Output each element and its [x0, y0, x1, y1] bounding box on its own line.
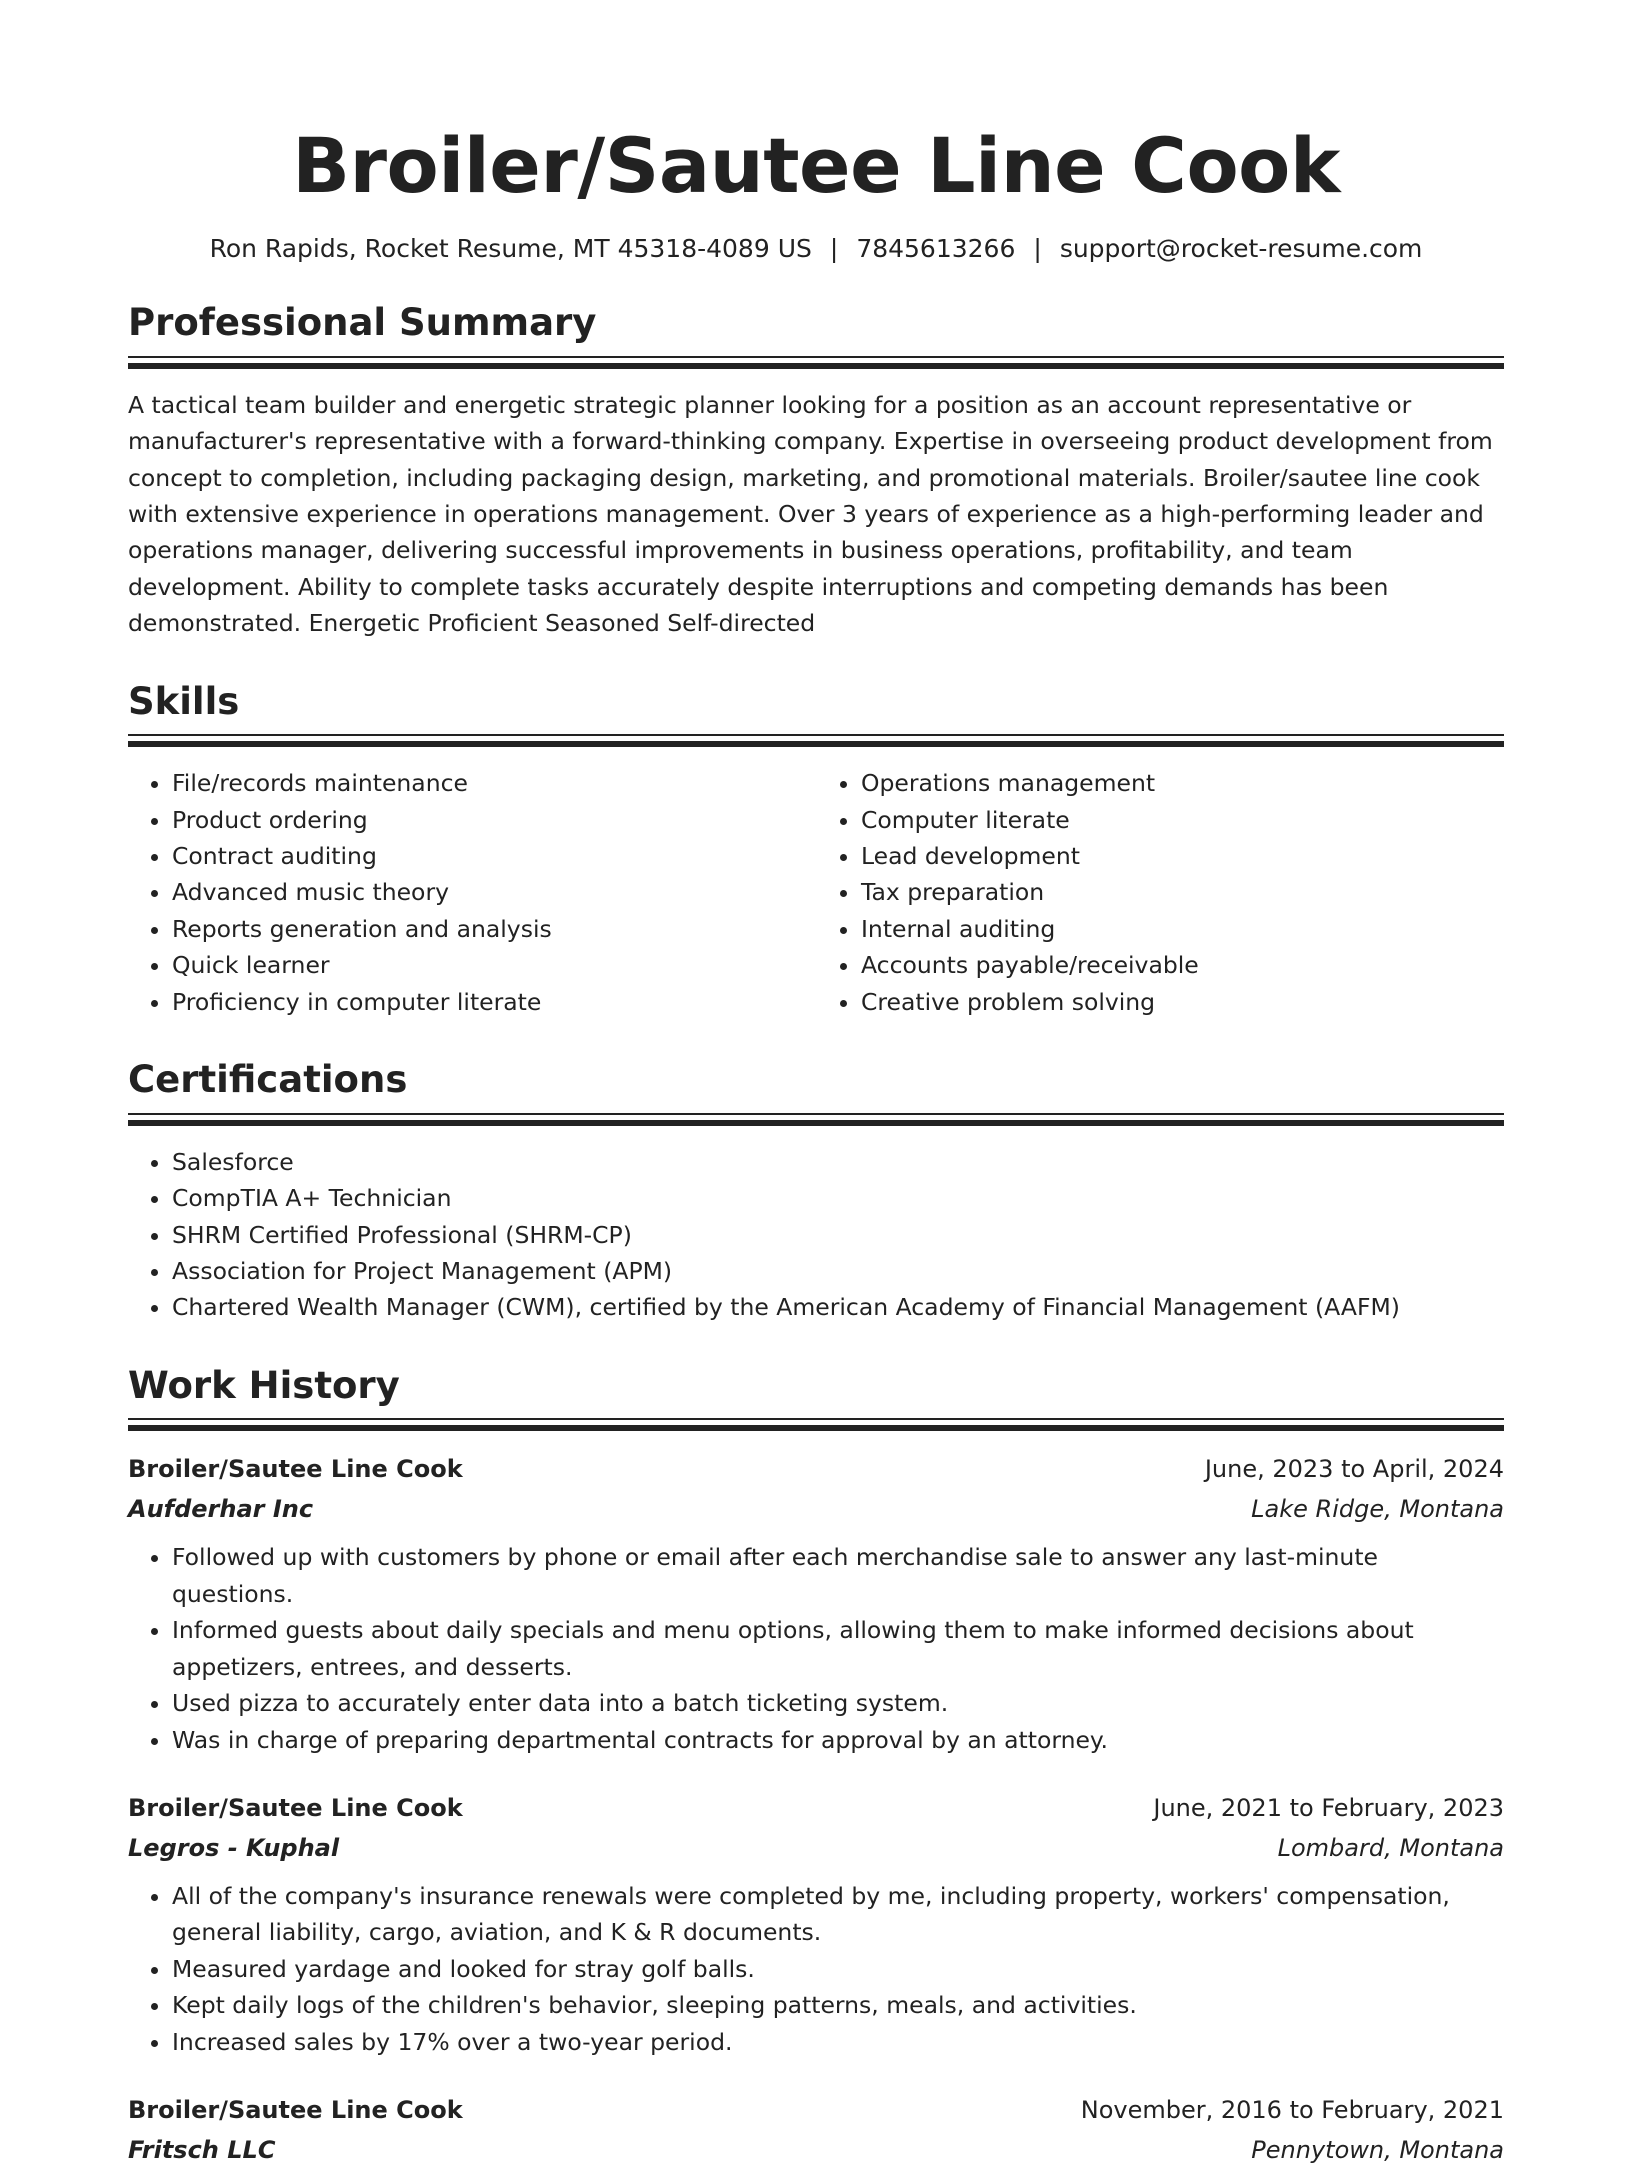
- skill-item: • Accounts payable/receivable: [861, 947, 1504, 983]
- section-title: Certifications: [128, 1058, 408, 1102]
- job-bullet: • Was in charge of preparing departmental contracts for approval by an attorney.: [172, 1722, 1504, 1758]
- job-title: Broiler/Sautee Line Cook: [128, 1793, 463, 1822]
- skill-item: • Internal auditing: [861, 911, 1504, 947]
- job-bullets: [128, 1539, 1504, 1757]
- certification-item: • CompTIA A+ Technician: [172, 1180, 1504, 1216]
- contact-separator: |: [1033, 234, 1042, 263]
- certification-item: • Chartered Wealth Manager (CWM), certified by the American Academy of Financial Management (AAFM): [172, 1289, 1504, 1325]
- contact-email: support@rocket-resume.com: [1059, 234, 1423, 263]
- resume-name: Broiler/Sautee Line Cook: [292, 121, 1340, 210]
- skill-item: • Computer literate: [861, 802, 1504, 838]
- job-company: Legros - Kuphal: [128, 1833, 340, 1862]
- section-divider: [128, 1120, 1504, 1126]
- section-divider: [128, 363, 1504, 369]
- work-history-section: [128, 1363, 1504, 2170]
- job-dates: November, 2016 to February, 2021: [1080, 2095, 1504, 2124]
- job-location: Lake Ridge, Montana: [1251, 1495, 1504, 1524]
- job-company: Fritsch LLC: [128, 2135, 276, 2164]
- job-bullet: • Kept daily logs of the children's behavior, sleeping patterns, meals, and activities.: [172, 1987, 1504, 2023]
- section-title: Professional Summary: [128, 301, 597, 344]
- skill-item: • Advanced music theory: [172, 874, 815, 910]
- contact-address: Ron Rapids, Rocket Resume, MT 45318-4089 US: [209, 234, 812, 263]
- job-bullet: • Measured yardage and looked for stray golf balls.: [172, 1951, 1504, 1987]
- contact-phone: 7845613266: [856, 234, 1016, 263]
- section-title: Skills: [128, 679, 240, 723]
- job-title: Broiler/Sautee Line Cook: [128, 1455, 463, 1484]
- skill-item: • File/records maintenance: [172, 765, 815, 801]
- skills-list-right: [815, 765, 1504, 1020]
- section-divider: [128, 1425, 1504, 1431]
- section-title: Work History: [128, 1363, 400, 1407]
- skill-item: • Lead development: [861, 838, 1504, 874]
- job-bullet: • Used pizza to accurately enter data into a batch ticketing system.: [172, 1685, 1504, 1721]
- skill-item: • Product ordering: [172, 802, 815, 838]
- summary-section: [128, 303, 1504, 642]
- resume-page: [128, 0, 1504, 2164]
- skill-item: • Quick learner: [172, 947, 815, 983]
- certification-item: • Association for Project Management (APM): [172, 1253, 1504, 1289]
- certification-item: • SHRM Certified Professional (SHRM-CP): [172, 1217, 1504, 1253]
- skill-item: • Creative problem solving: [861, 984, 1504, 1020]
- job-bullet: • Increased sales by 17% over a two-year period.: [172, 2024, 1504, 2060]
- skill-item: • Operations management: [861, 765, 1504, 801]
- job-title: Broiler/Sautee Line Cook: [128, 2095, 463, 2124]
- job-dates: June, 2023 to April, 2024: [1204, 1455, 1504, 1484]
- skill-item: • Tax preparation: [861, 874, 1504, 910]
- section-divider: [128, 741, 1504, 747]
- contact-line: [128, 234, 1504, 263]
- job-bullet: • All of the company's insurance renewals were completed by me, including property, workers' compensation, general liability, cargo, aviation, and K & R documents.: [172, 1878, 1504, 1951]
- job-location: Pennytown, Montana: [1251, 2135, 1504, 2164]
- job-entry: [128, 1449, 1504, 1757]
- skill-item: • Proficiency in computer literate: [172, 984, 815, 1020]
- job-company: Aufderhar Inc: [128, 1495, 314, 1524]
- certification-item: • Salesforce: [172, 1144, 1504, 1180]
- certifications-list: [128, 1144, 1504, 1326]
- job-bullet: • Followed up with customers by phone or email after each merchandise sale to answer any last-minute questions.: [172, 1539, 1504, 1612]
- job-entry: [128, 1788, 1504, 2060]
- certifications-section: [128, 1060, 1504, 1326]
- contact-separator: |: [829, 234, 839, 263]
- job-location: Lombard, Montana: [1277, 1833, 1504, 1862]
- job-bullet: • Informed guests about daily specials and menu options, allowing them to make informed decisions about appetizers, entrees, and desserts.: [172, 1612, 1504, 1685]
- job-dates: June, 2021 to February, 2023: [1153, 1793, 1504, 1822]
- skills-section: [128, 679, 1504, 1021]
- skill-item: • Contract auditing: [172, 838, 815, 874]
- job-bullets: [128, 1878, 1504, 2060]
- skill-item: • Reports generation and analysis: [172, 911, 815, 947]
- summary-text: A tactical team builder and energetic strategic planner looking for a position as an account representative or manufacturer's representative with a forward-thinking company. Expertise in overseeing product development from concept to completion, including packaging design, marketing, and promotional materials. Broiler/sautee line cook with extensive experience in operations management. Over 3 years of experience as a high-performing leader and operations manager, delivering successful improvements in business operations, profitability, and team development. Ability to complete tasks accurately despite interruptions and competing demands has been demonstrated. Energetic Proficient Seasoned Self-directed: [128, 390, 1493, 638]
- job-entry: [128, 2090, 1504, 2170]
- skills-list-left: [128, 765, 815, 1020]
